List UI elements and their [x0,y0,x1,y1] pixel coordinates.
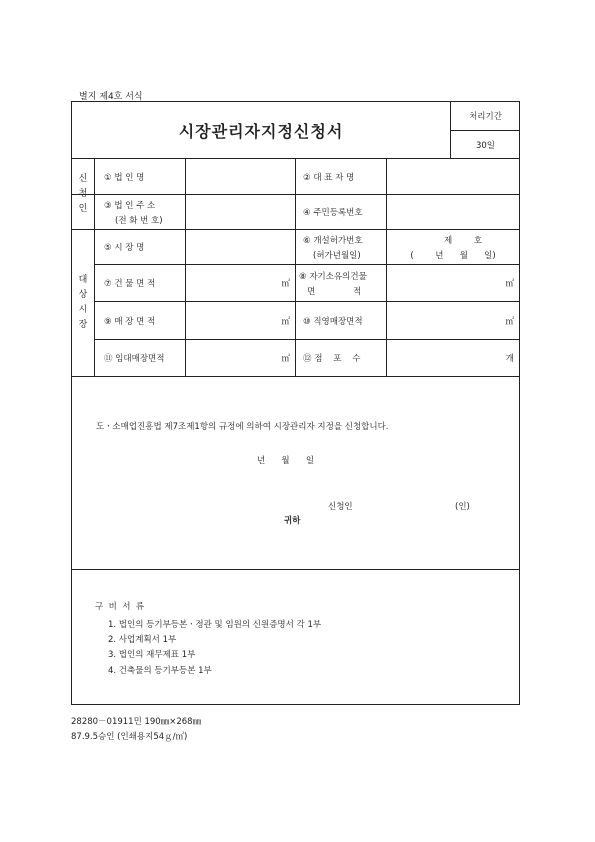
store-area-label: ⑨ 매 장 면 적 [104,316,156,327]
owned-building-area-field[interactable]: ㎡ [505,279,514,289]
permit-number-label: ⑥ 개설허가번호 (허가년월일) [303,235,363,261]
applicant-section-label: 신 청 인 [78,173,88,214]
document-title: 시장관리자지정신청서 [178,121,344,141]
building-area-label: ⑦ 건 물 면 적 [104,279,156,289]
resident-number-field[interactable] [387,195,519,229]
required-document-item: 4. 건축물의 등기부등본 1부 [108,666,212,676]
market-name-field[interactable] [186,230,294,264]
representative-name-label: ② 대 표 자 명 [303,172,355,183]
direct-store-area-field[interactable]: ㎡ [505,316,514,327]
lease-store-area-label: ⑪ 임대매장면적 [104,354,165,364]
required-document-item: 3. 법인의 재무제표 1부 [108,650,196,660]
lease-store-area-field[interactable]: ㎡ [281,354,290,364]
corp-address-label: ③ 법 인 주 소 (전 화 번 호) [104,200,163,226]
applicant-signature-label: 신청인 [328,502,353,512]
required-document-item: 2. 사업계획서 1부 [108,635,177,645]
divider [72,376,520,377]
permit-number-field[interactable]: 제 호 ( 년 월 일) [410,235,496,261]
required-document-item: 1. 법인의 등기부등본ㆍ정관 및 임원의 신원증명서 각 1부 [108,620,322,630]
divider [295,158,296,376]
footer-print-spec: 28280－01911민 190㎜×268㎜ [71,717,202,727]
store-count-field[interactable]: 개 [505,354,514,364]
market-name-label: ⑤ 시 장 명 [104,243,145,253]
required-documents-title: 구 비 서 류 [95,602,145,612]
store-area-field[interactable]: ㎡ [281,316,290,327]
divider [72,569,520,570]
resident-number-label: ④ 주민등록번호 [303,208,363,218]
corp-name-label: ① 법 인 명 [104,172,145,183]
seal-mark: (인) [455,502,470,512]
form-number-label: 별지 제4호 서식 [79,92,143,102]
processing-period-label: 처리기간 [469,112,502,122]
store-count-label: ⑫ 점 포 수 [303,354,361,364]
processing-period-value: 30일 [475,140,496,151]
recipient-label: 귀하 [284,516,301,526]
target-market-section-label: 대 상 시 장 [78,275,88,330]
representative-name-field[interactable] [387,159,519,194]
corp-address-field[interactable] [186,195,294,229]
corp-name-field[interactable] [186,159,294,194]
direct-store-area-label: ⑩ 직영매장면적 [303,316,363,327]
divider [94,158,95,376]
application-date: 년 월 일 [257,456,315,466]
building-area-field[interactable]: ㎡ [281,279,290,289]
application-statement: 도ㆍ소매업진흥법 제7조제1항의 규정에 의하여 시장관리자 지정을 신청합니다. [96,422,389,432]
footer-approval: 87.9.5승인 (인쇄용지54ｇ/㎡) [71,732,188,742]
owned-building-area-label: ⑧ 자기소유의건물 면 적 [299,271,367,297]
